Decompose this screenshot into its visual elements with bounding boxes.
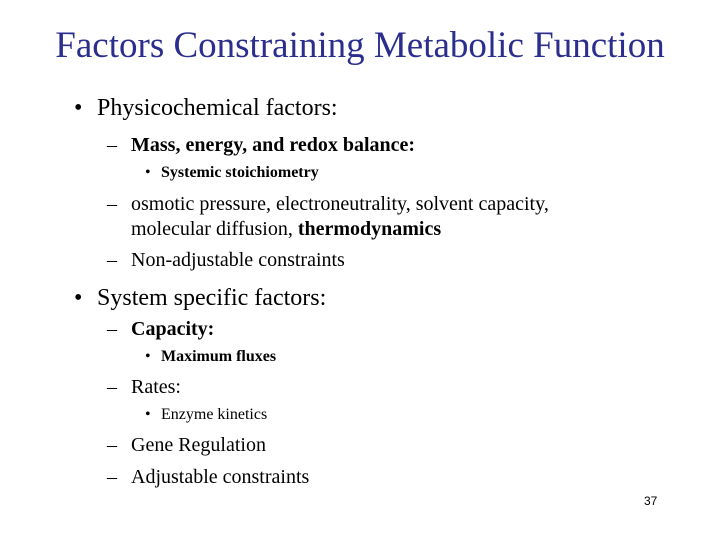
dash-marker: – (107, 466, 117, 488)
item-osmotic-pressure: osmotic pressure, electroneutrality, solvent capacity, (131, 193, 549, 215)
dash-marker: – (107, 134, 117, 156)
molecular-diffusion-text: molecular diffusion (131, 218, 288, 240)
subitem-systemic-stoichiometry: Systemic stoichiometry (161, 164, 319, 181)
dash-marker: – (107, 434, 117, 456)
bullet-marker: • (74, 285, 83, 311)
subitem-maximum-fluxes: Maximum fluxes (161, 348, 277, 365)
item-adjustable-constraints: Adjustable constraints (131, 466, 310, 488)
slide-title: Factors Constraining Metabolic Function (55, 25, 665, 66)
dash-marker: – (107, 193, 117, 215)
subitem-enzyme-kinetics: Enzyme kinetics (161, 406, 268, 423)
dash-marker: – (107, 376, 117, 398)
bullet-marker: • (145, 164, 151, 181)
item-gene-regulation: Gene Regulation (131, 434, 266, 456)
thermodynamics-text: thermodynamics (297, 218, 442, 240)
section-heading-physicochemical: Physicochemical factors: (97, 95, 338, 121)
bullet-marker: • (74, 95, 83, 121)
section-heading-system-specific: System specific factors: (97, 285, 327, 311)
dash-marker: – (107, 318, 117, 340)
item-capacity: Capacity: (131, 318, 215, 340)
page-number: 37 (644, 494, 658, 508)
bullet-marker: • (145, 348, 151, 365)
item-non-adjustable-constraints: Non-adjustable constraints (131, 249, 345, 271)
bullet-marker: • (145, 406, 151, 423)
item-mass-energy-redox: Mass, energy, and redox balance: (131, 134, 416, 156)
item-molecular-diffusion-line (131, 216, 441, 242)
dash-marker: – (107, 249, 117, 271)
item-rates: Rates: (131, 376, 181, 398)
separator-comma: , (287, 218, 298, 240)
